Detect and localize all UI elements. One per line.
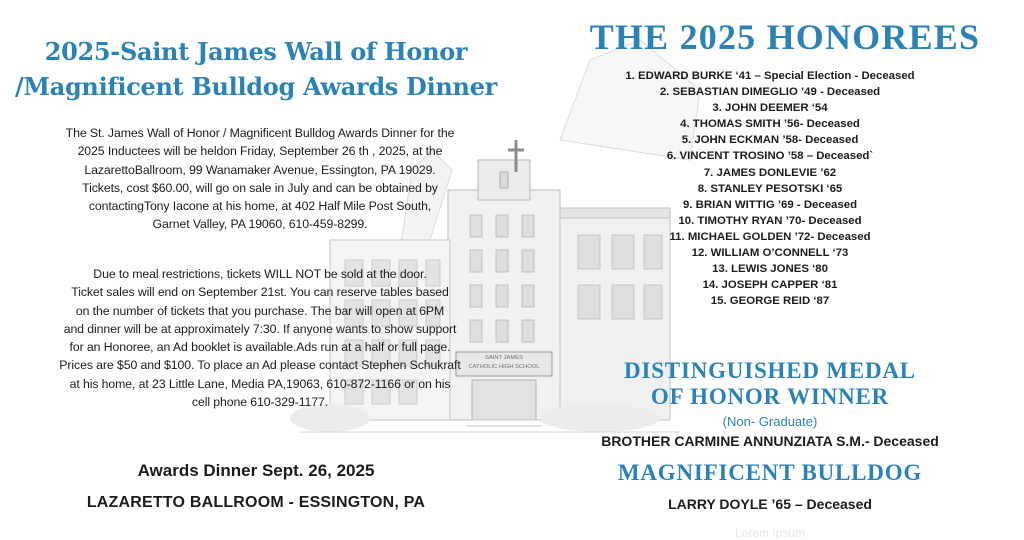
paragraph-line: on the number of tickets that you purchase. The bar will open at 6PM [75, 303, 445, 318]
honoree-item: 4. THOMAS SMITH ’56- Deceased [680, 118, 860, 131]
honorees-title: THE 2025 HONOREES [589, 17, 981, 57]
honoree-item: 8. STANLEY PESOTSKI ‘65 [697, 182, 843, 195]
honoree-item: 7. JAMES DONLEVIE ’62 [703, 166, 837, 179]
medal-title [560, 358, 980, 410]
medal-winner: BROTHER CARMINE ANNUNZIATA S.M.- Deceased [601, 433, 939, 449]
honoree-item: 10. TIMOTHY RYAN ’70- Deceased [678, 214, 862, 227]
honoree-item: 11. MICHAEL GOLDEN ’72- Deceased [669, 230, 871, 243]
paragraph-line: contactingTony Iacone at his home, at 402 Half Mile Post South, [88, 199, 432, 214]
paragraph-line: and dinner will be at approximately 7:30. If anyone wants to show support [63, 321, 457, 336]
honoree-item: 13. LEWIS JONES ‘80 [712, 263, 828, 276]
dinner-venue: LAZARETTO BALLROOM - ESSINGTON, PA [86, 494, 426, 511]
honoree-item: 15. GEORGE REID ‘87 [710, 295, 830, 308]
dinner-date: Awards Dinner Sept. 26, 2025 [137, 461, 375, 480]
paragraph-line: LazarettoBallroom, 99 Wanamaker Avenue, Essington, PA 19029. [84, 162, 436, 177]
honoree-item: 5. JOHN ECKMAN ’58- Deceased [681, 134, 859, 147]
paragraph-line: Prices are $50 and $100. To place an Ad please contact Stephen Schukraft [59, 358, 461, 373]
ticket-info-paragraph [20, 265, 500, 411]
event-title [0, 34, 512, 104]
placeholder-text: Lorem Ipsum [734, 526, 806, 540]
paragraph-line: The St. James Wall of Honor / Magnificent Bulldog Awards Dinner for the [65, 126, 455, 140]
event-details-paragraph [20, 124, 500, 234]
paragraph-line: at his home, at 23 Little Lane, Media PA,19063, 610-872-1166 or on his [69, 376, 451, 391]
honoree-item: 9. BRIAN WITTIG ’69 - Deceased [682, 198, 858, 211]
paragraph-line: Ticket sales will end on September 21st. You can reserve tables based [71, 285, 449, 300]
medal-title-line: OF HONOR WINNER [650, 384, 890, 409]
bulldog-award-winner: LARRY DOYLE ’65 – Deceased [668, 496, 872, 512]
medal-subtitle: (Non- Graduate) [722, 414, 818, 429]
paragraph-line: for an Honoree, an Ad booklet is available.Ads run at a half or full page. [69, 340, 451, 355]
honoree-item: 3. JOHN DEEMER ‘54 [712, 102, 828, 115]
paragraph-line: Garnet Valley, PA 19060, 610-459-8299. [152, 217, 368, 232]
honoree-item: 12. WILLIAM O’CONNELL ‘73 [691, 247, 849, 260]
building-sign-line: CATHOLIC HIGH SCHOOL [468, 364, 540, 370]
paragraph-line: cell phone 610-329-1177. [191, 395, 329, 410]
paragraph-line: 2025 Inductees will be heldon Friday, September 26 th , 2025, at the [77, 144, 443, 159]
honoree-item: 1. EDWARD BURKE ‘41 – Special Election - Deceased [625, 70, 915, 82]
event-title-line: /Magnificent Bulldog Awards Dinner [14, 72, 498, 101]
honoree-item: 14. JOSEPH CAPPER ‘81 [702, 279, 838, 292]
event-title-line: 2025-Saint James Wall of Honor [44, 37, 468, 66]
building-sign-line: SAINT JAMES [485, 355, 523, 361]
honoree-list [560, 68, 980, 309]
honoree-item: 2. SEBASTIAN DIMEGLIO ’49 - Deceased [659, 86, 881, 99]
paragraph-line: Tickets, cost $60.00, will go on sale in July and can be obtained by [82, 180, 438, 195]
medal-title-line: DISTINGUISHED MEDAL [624, 358, 916, 383]
paragraph-line: Due to meal restrictions, tickets WILL NOT be sold at the door. [93, 267, 427, 281]
honoree-item: 6. VINCENT TROSINO ’58 – Deceased` [666, 150, 874, 163]
bulldog-award-title: MAGNIFICENT BULLDOG [617, 460, 923, 485]
